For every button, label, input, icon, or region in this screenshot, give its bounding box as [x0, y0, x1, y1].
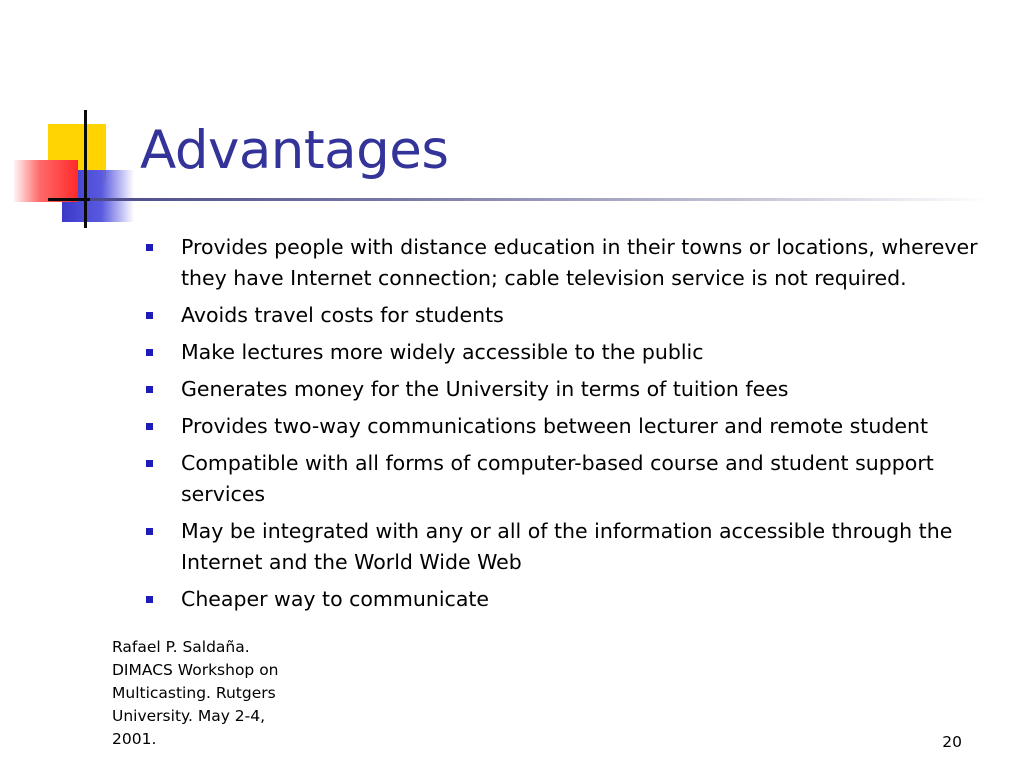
logo-vertical-line: [84, 110, 87, 228]
slide-title: Advantages: [140, 120, 449, 181]
bullet-text: Make lectures more widely accessible to the public: [181, 340, 704, 364]
page-number: 20: [942, 733, 962, 751]
footer-citation: Rafael P. Saldaña. DIMACS Workshop on Multicasting. Rutgers University. May 2-4, 2001.: [112, 638, 279, 748]
list-item: [146, 516, 996, 578]
bullet-square-icon: [146, 460, 153, 467]
bullet-square-icon: [146, 423, 153, 430]
bullet-text: Compatible with all forms of computer-based course and student support services: [181, 451, 934, 506]
bullet-square-icon: [146, 596, 153, 603]
bullet-text: Provides two-way communications between lecturer and remote student: [181, 414, 929, 438]
title-underline: [90, 198, 990, 201]
bullet-text: Provides people with distance education in their towns or locations, wherever they have Internet connection; cable television service is not required.: [181, 235, 978, 290]
bullet-list: [146, 232, 996, 621]
list-item: [146, 411, 996, 442]
list-item: [146, 584, 996, 615]
bullet-text: Cheaper way to communicate: [181, 587, 490, 611]
logo-red-square: [14, 160, 78, 202]
list-item: [146, 337, 996, 368]
list-item: [146, 300, 996, 331]
bullet-square-icon: [146, 244, 153, 251]
list-item: [146, 448, 996, 510]
bullet-square-icon: [146, 312, 153, 319]
bullet-square-icon: [146, 349, 153, 356]
list-item: [146, 232, 996, 294]
list-item: [146, 374, 996, 405]
bullet-text: Generates money for the University in terms of tuition fees: [181, 377, 789, 401]
bullet-square-icon: [146, 528, 153, 535]
bullet-square-icon: [146, 386, 153, 393]
logo-squares-icon: [0, 0, 150, 240]
bullet-text: May be integrated with any or all of the information accessible through the Internet and the World Wide Web: [181, 519, 953, 574]
bullet-text: Avoids travel costs for students: [181, 303, 504, 327]
